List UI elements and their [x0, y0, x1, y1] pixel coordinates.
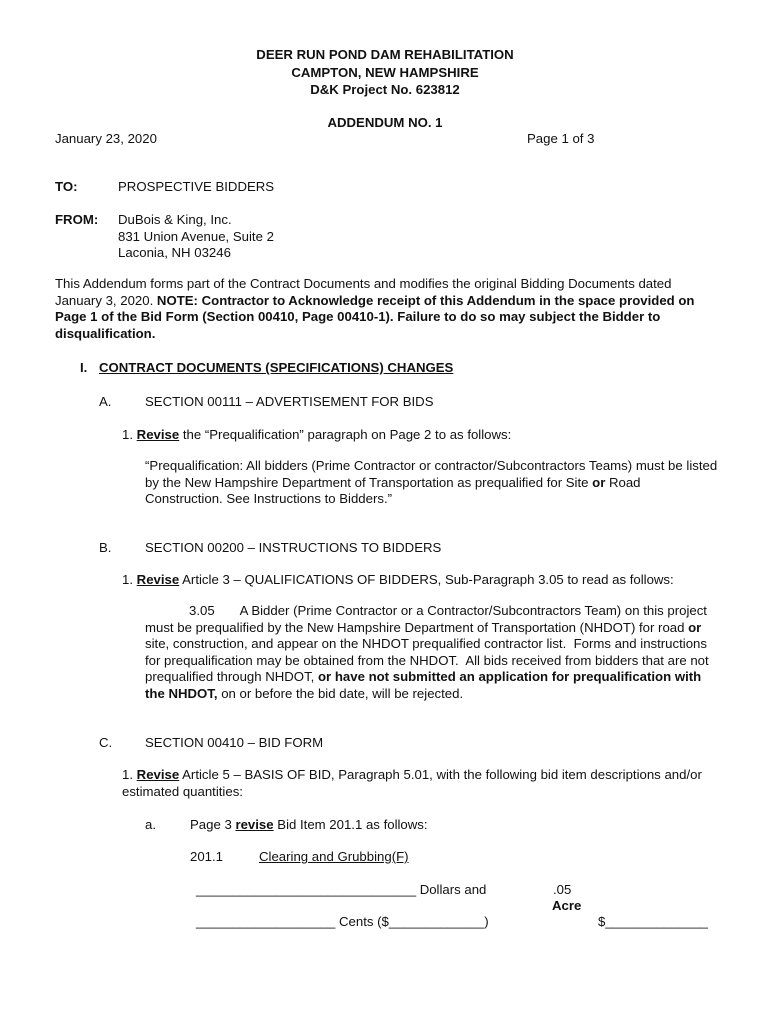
p-text-1: 3.05 A Bidder (Prime Contractor or a Contractor/Subcontractors Team) on this project must be prequalified by the New Hampshire Department of Transportation (NHDOT) for road [145, 603, 711, 635]
bid-quantity: .05 [553, 882, 572, 897]
section-a-item [122, 427, 511, 443]
revise-keyword: Revise [136, 572, 180, 587]
item-number: 1. [122, 427, 133, 442]
p-text-2: site, construction, and appear on the NHDOT prequalified contractor list. Forms and instructions for prequalification may be obtained from the NHDOT. All bids received from bidders that are not prequalified through NHDOT, [145, 619, 713, 685]
p-or: or [688, 619, 702, 635]
revise-keyword: Revise [136, 767, 180, 782]
sub-text-2: Bid Item 201.1 as follows: [273, 817, 428, 832]
item-text: Article 5 – BASIS OF BID, Paragraph 5.01, with the following bid item descriptions and/or estimated quantities: [122, 767, 702, 799]
page-indicator: Page 1 of 3 [527, 131, 595, 146]
addendum-number: ADDENDUM NO. 1 [327, 115, 443, 130]
sub-item-letter: a. [145, 817, 156, 832]
to-value: PROSPECTIVE BIDDERS [118, 179, 275, 194]
dollars-blank: ______________________________ Dollars and [196, 882, 487, 897]
item-text: the “Prequalification” paragraph on Page 2 to as follows: [179, 427, 512, 442]
from-line-2: 831 Union Avenue, Suite 2 [118, 229, 274, 244]
from-line-3: Laconia, NH 03246 [118, 245, 231, 260]
bid-item-name: Clearing and Grubbing(F) [259, 849, 409, 864]
sub-item-text [190, 817, 428, 833]
revise-keyword: Revise [136, 427, 180, 442]
section-i-number: I. [80, 360, 88, 375]
project-number: D&K Project No. 623812 [310, 82, 460, 97]
section-c-item [122, 767, 702, 800]
prequalification-quote [145, 458, 720, 508]
intro-text: This Addendum forms part of the Contract Documents and modifies the original Bidding Documents dated January 3, 2020. [55, 276, 672, 308]
addendum-date: January 23, 2020 [55, 131, 157, 146]
intro-paragraph [55, 276, 719, 342]
subparagraph-3-05 [145, 603, 720, 703]
section-a-title: SECTION 00111 – ADVERTISEMENT FOR BIDS [145, 394, 434, 409]
p-bold: or have not submitted an application for prequalification with the NHDOT, [145, 669, 705, 701]
project-location: CAMPTON, NEW HAMPSHIRE [291, 65, 479, 80]
project-title: DEER RUN POND DAM REHABILITATION [256, 47, 514, 62]
sub-revise: revise [235, 817, 274, 832]
bid-item-number: 201.1 [190, 849, 224, 864]
bid-unit: Acre [552, 898, 582, 913]
intro-note: NOTE: Contractor to Acknowledge receipt of this Addendum in the space provided on Page 1 of the Bid Form (Section 00410, Page 00410-1). Failure to do so may subject the Bidder to disqualification. [55, 292, 695, 341]
section-c-letter: C. [99, 735, 113, 750]
item-text: Article 3 – QUALIFICATIONS OF BIDDERS, Sub-Paragraph 3.05 to read as follows: [179, 572, 674, 587]
item-number: 1. [122, 572, 133, 587]
p-text-3: on or before the bid date, will be rejected. [217, 685, 464, 701]
total-blank: $______________ [598, 914, 709, 929]
section-c-title: SECTION 00410 – BID FORM [145, 735, 324, 750]
quote-text-2: Road Construction. See Instructions to Bidders.” [145, 474, 641, 507]
quote-or: or [592, 474, 606, 490]
sub-text-1: Page 3 [190, 817, 236, 832]
cents-blank: ___________________ Cents ($_____________) [196, 914, 489, 929]
item-number: 1. [122, 767, 133, 782]
from-line-1: DuBois & King, Inc. [118, 212, 232, 227]
section-i-title: CONTRACT DOCUMENTS (SPECIFICATIONS) CHANGES [99, 360, 454, 375]
from-label: FROM: [55, 212, 99, 227]
to-label: TO: [55, 179, 78, 194]
section-b-letter: B. [99, 540, 112, 555]
section-b-title: SECTION 00200 – INSTRUCTIONS TO BIDDERS [145, 540, 442, 555]
section-b-item [122, 572, 674, 588]
quote-text-1: “Prequalification: All bidders (Prime Contractor or contractor/Subcontractors Teams) must be listed by the New Hampshire Department of Transportation as prequalified for Site [145, 458, 718, 490]
section-a-letter: A. [99, 394, 112, 409]
